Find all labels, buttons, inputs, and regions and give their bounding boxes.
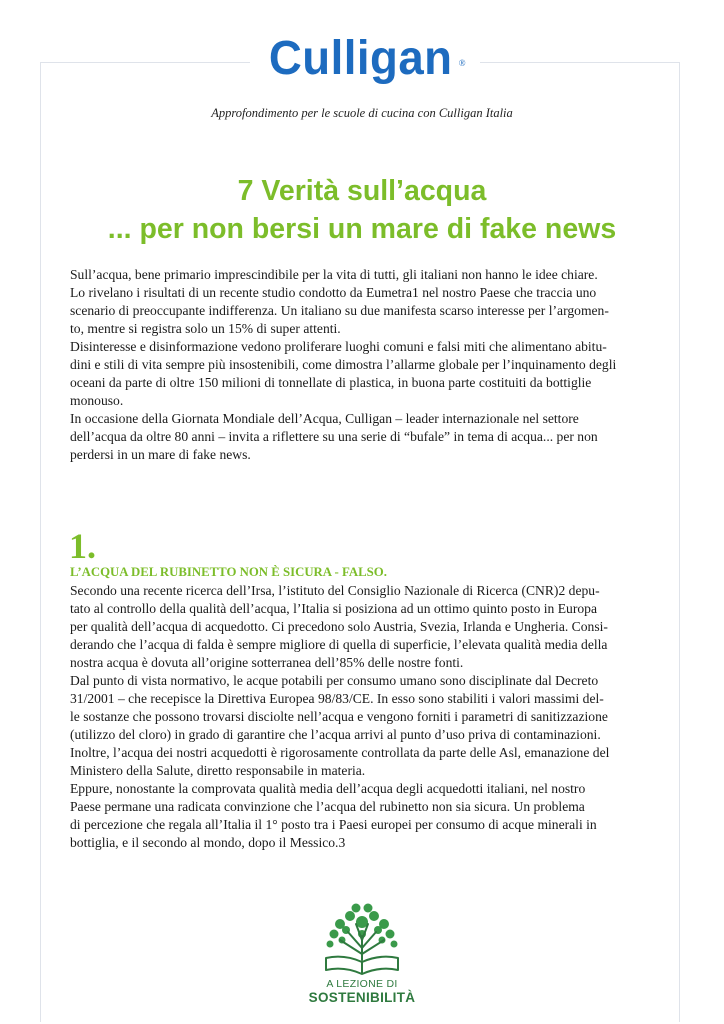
- tree-book-icon: [318, 900, 406, 976]
- registered-mark: ®: [458, 58, 466, 68]
- intro-line: Lo rivelano i risultati di un recente studio condotto da Eumetra1 nel nostro Paese che traccia uno: [70, 285, 597, 300]
- intro-line: dell’acqua da oltre 80 anni – invita a riflettere su una serie di “bufale” in tema di acqua... per non: [70, 429, 598, 444]
- intro-line: Sull’acqua, bene primario imprescindibile per la vita di tutti, gli italiani non hanno le idee chiare.: [70, 267, 598, 282]
- section-line: Inoltre, l’acqua dei nostri acquedotti è rigorosamente controllata da parte delle Asl, emanazione del: [70, 745, 610, 760]
- intro-line: oceani da parte di oltre 150 milioni di tonnellate di plastica, in buona parte costituiti da bottiglie: [70, 375, 592, 390]
- section-line: per qualità dell’acqua di acquedotto. Ci precedono solo Austria, Svezia, Irlanda e Ungheria. Consi-: [70, 619, 608, 634]
- section-line: Paese permane una radicata convinzione che l’acqua del rubinetto non sia sicura. Un problema: [70, 799, 585, 814]
- section-line: Dal punto di vista normativo, le acque potabili per consumo umano sono disciplinate dal Decreto: [70, 673, 599, 688]
- intro-line: scenario di preoccupante indifferenza. Un italiano su due manifesta scarso interesse per l’argomen-: [70, 303, 609, 318]
- section-line: tato al controllo della qualità dell’acqua, l’Italia si posiziona ad un ottimo quinto posto in Europa: [70, 601, 598, 616]
- section-line: Eppure, nonostante la comprovata qualità media dell’acqua degli acquedotti italiani, nel nostro: [70, 781, 586, 796]
- intro-text: [70, 266, 664, 464]
- section-line: derando che l’acqua di falda è sempre migliore di quella di superficie, l’elevata qualità media della: [70, 637, 608, 652]
- badge-text-line-2: SOSTENIBILITÀ: [308, 990, 416, 1005]
- intro-line: In occasione della Giornata Mondiale dell’Acqua, Culligan – leader internazionale nel settore: [70, 411, 579, 426]
- intro-line: monouso.: [70, 393, 124, 408]
- section-line: di percezione che regala all’Italia il 1° posto tra i Paesi europei per consumo di acque minerali in: [70, 817, 597, 832]
- section-line: 31/2001 – che recepisce la Direttiva Europea 98/83/CE. In esso sono stabiliti i valori massimi del-: [70, 691, 604, 706]
- section-heading: L’ACQUA DEL RUBINETTO NON È SICURA - FALSO.: [70, 565, 387, 579]
- sustainability-badge: [300, 900, 424, 1014]
- section-line: Ministero della Salute, diretto responsabile in materia.: [70, 763, 366, 778]
- section-number: 1.: [69, 526, 96, 566]
- section-body: [70, 582, 664, 852]
- section-line: le sostanze che possono trovarsi disciolte nell’acqua e vengono forniti i parametri di sanitizzazione: [70, 709, 608, 724]
- intro-line: dini e stili di vita sempre più insostenibili, come dimostra l’allarme globale per l’inquinamento degli: [70, 357, 617, 372]
- intro-line: Disinteresse e disinformazione vedono proliferare luoghi comuni e falsi miti che alimentano abitu-: [70, 339, 607, 354]
- intro-line: perdersi in un mare di fake news.: [70, 447, 251, 462]
- page-title: [0, 172, 724, 248]
- section-line: bottiglia, e il secondo al mondo, dopo il Messico.3: [70, 835, 346, 850]
- badge-text-line-1: A LEZIONE DI: [326, 978, 398, 990]
- section-line: nostra acqua è dovuta all’origine sotterranea dell’85% delle nostre fonti.: [70, 655, 464, 670]
- section-line: (utilizzo del cloro) in grado di garantire che l’acqua arrivi al punto d’uso priva di contaminazioni.: [70, 727, 601, 742]
- header-subtitle: Approfondimento per le scuole di cucina con Culligan Italia: [211, 106, 513, 120]
- brand-name: Culligan: [269, 32, 453, 85]
- title-line-2: ... per non bersi un mare di fake news: [107, 213, 617, 245]
- title-line-1: 7 Verità sull’acqua: [237, 175, 487, 207]
- intro-line: to, mentre si registra solo un 15% di super attenti.: [70, 321, 341, 336]
- section-line: Secondo una recente ricerca dell’Irsa, l’istituto del Consiglio Nazionale di Ricerca (CNR)2 depu-: [70, 583, 600, 598]
- culligan-logo: [250, 30, 480, 88]
